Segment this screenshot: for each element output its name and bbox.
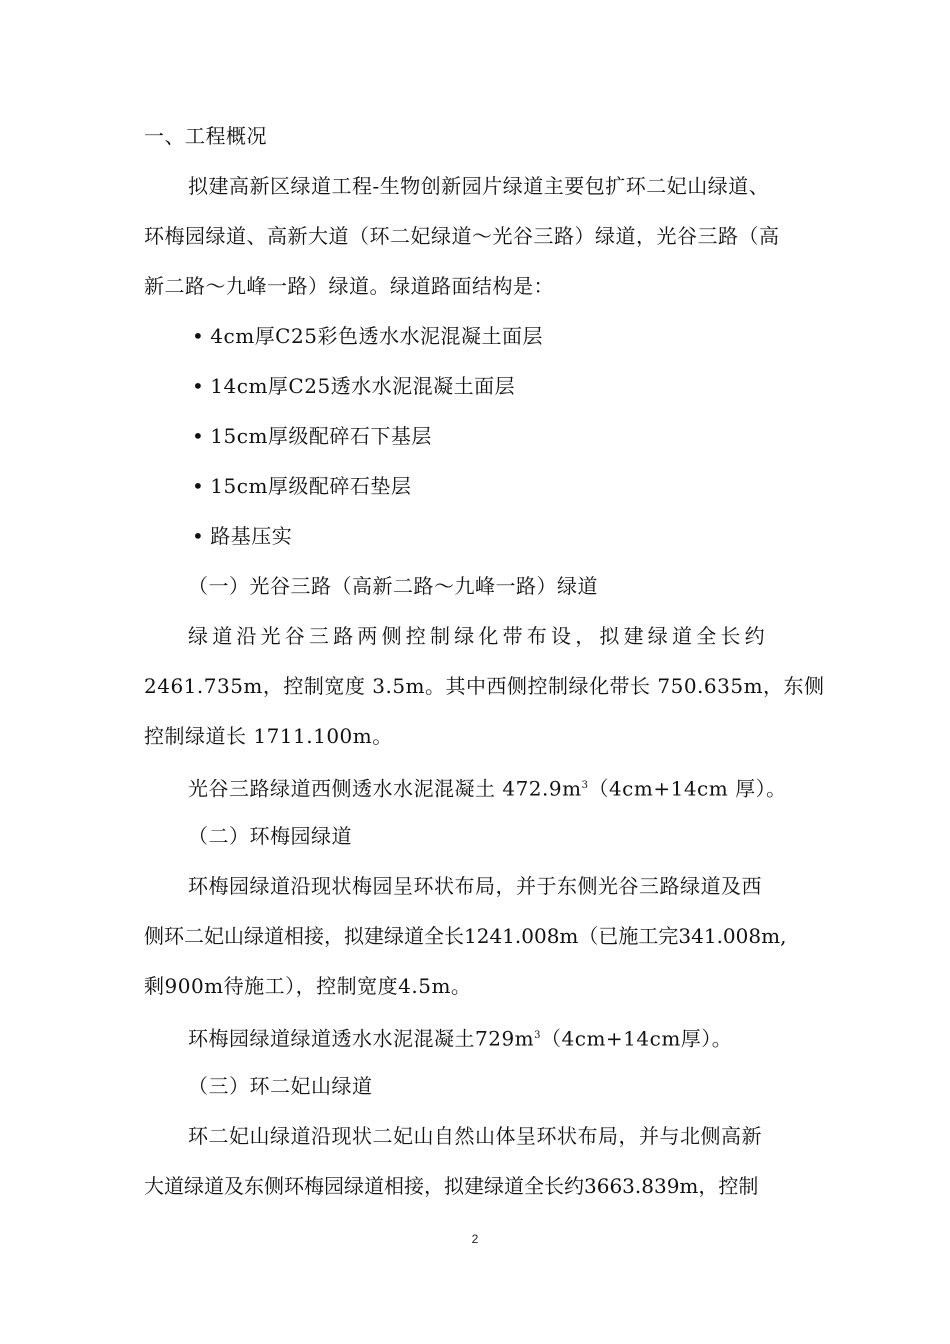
bullet-text: 14cm厚C25透水水泥混凝土面层 <box>210 374 516 398</box>
intro-line-1: 拟建高新区绿道工程-生物创新园片绿道主要包扩环二妃山绿道、 <box>188 174 770 198</box>
bullet-item <box>192 372 515 400</box>
section-heading-1: （一）光谷三路（高新二路～九峰一路）绿道 <box>188 574 598 598</box>
concrete-note: （4cm+14cm厚）。 <box>541 1026 733 1051</box>
intro-line-3: 新二路～九峰一路）绿道。绿道路面结构是： <box>144 274 554 298</box>
sec3-line-2: 大道绿道及东侧环梅园绿道相接，拟建绿道全长约3663.839m，控制 <box>144 1174 759 1198</box>
bullet-text: 15cm厚级配碎石垫层 <box>210 474 412 498</box>
sec2-line-2: 侧环二妃山绿道相接，拟建绿道全长1241.008m（已施工完341.008m, <box>144 924 787 948</box>
bullet-icon: • <box>192 424 205 448</box>
bullet-item <box>192 472 411 500</box>
bullet-icon: • <box>192 524 205 548</box>
bullet-text: 4cm厚C25彩色透水水泥混凝土面层 <box>210 324 543 348</box>
section-heading-3: （三）环二妃山绿道 <box>188 1074 373 1098</box>
intro-line-2: 环梅园绿道、高新大道（环二妃绿道～光谷三路）绿道，光谷三路（高 <box>144 224 780 248</box>
sec2-line-1: 环梅园绿道沿现状梅园呈环状布局，并于东侧光谷三路绿道及西 <box>188 874 762 898</box>
bullet-text: 15cm厚级配碎石下基层 <box>210 424 432 448</box>
sec2-line-3: 剩900m待施工），控制宽度4.5m。 <box>144 974 472 998</box>
sec3-line-1: 环二妃山绿道沿现状二妃山自然山体呈环状布局，并与北侧高新 <box>188 1124 762 1148</box>
unit-superscript: 3 <box>534 1030 542 1041</box>
sec1-line-3: 控制绿道长 1711.100m。 <box>144 724 393 748</box>
concrete-text: 光谷三路绿道西侧透水水泥混凝土 472.9m <box>188 776 582 801</box>
concrete-note: （4cm+14cm 厚）。 <box>588 776 787 801</box>
bullet-icon: • <box>192 374 205 398</box>
page-number: 2 <box>471 1232 479 1246</box>
bullet-icon: • <box>192 474 205 498</box>
section-title: 一、工程概况 <box>144 124 267 148</box>
bullet-item <box>192 322 543 350</box>
sec1-concrete <box>188 772 787 803</box>
bullet-icon: • <box>192 324 205 348</box>
sec2-concrete <box>188 1022 732 1053</box>
bullet-item <box>192 522 292 550</box>
concrete-text: 环梅园绿道绿道透水水泥混凝土729m <box>188 1026 535 1051</box>
section-heading-2: （二）环梅园绿道 <box>188 824 352 848</box>
sec1-line-1: 绿道沿光谷三路两侧控制绿化带布设，拟建绿道全长约 <box>188 624 769 648</box>
unit-superscript: 3 <box>581 780 589 791</box>
bullet-item <box>192 422 432 450</box>
sec1-line-2: 2461.735m，控制宽度 3.5m。其中西侧控制绿化带长 750.635m，东侧 <box>144 674 825 698</box>
bullet-text: 路基压实 <box>210 524 293 548</box>
